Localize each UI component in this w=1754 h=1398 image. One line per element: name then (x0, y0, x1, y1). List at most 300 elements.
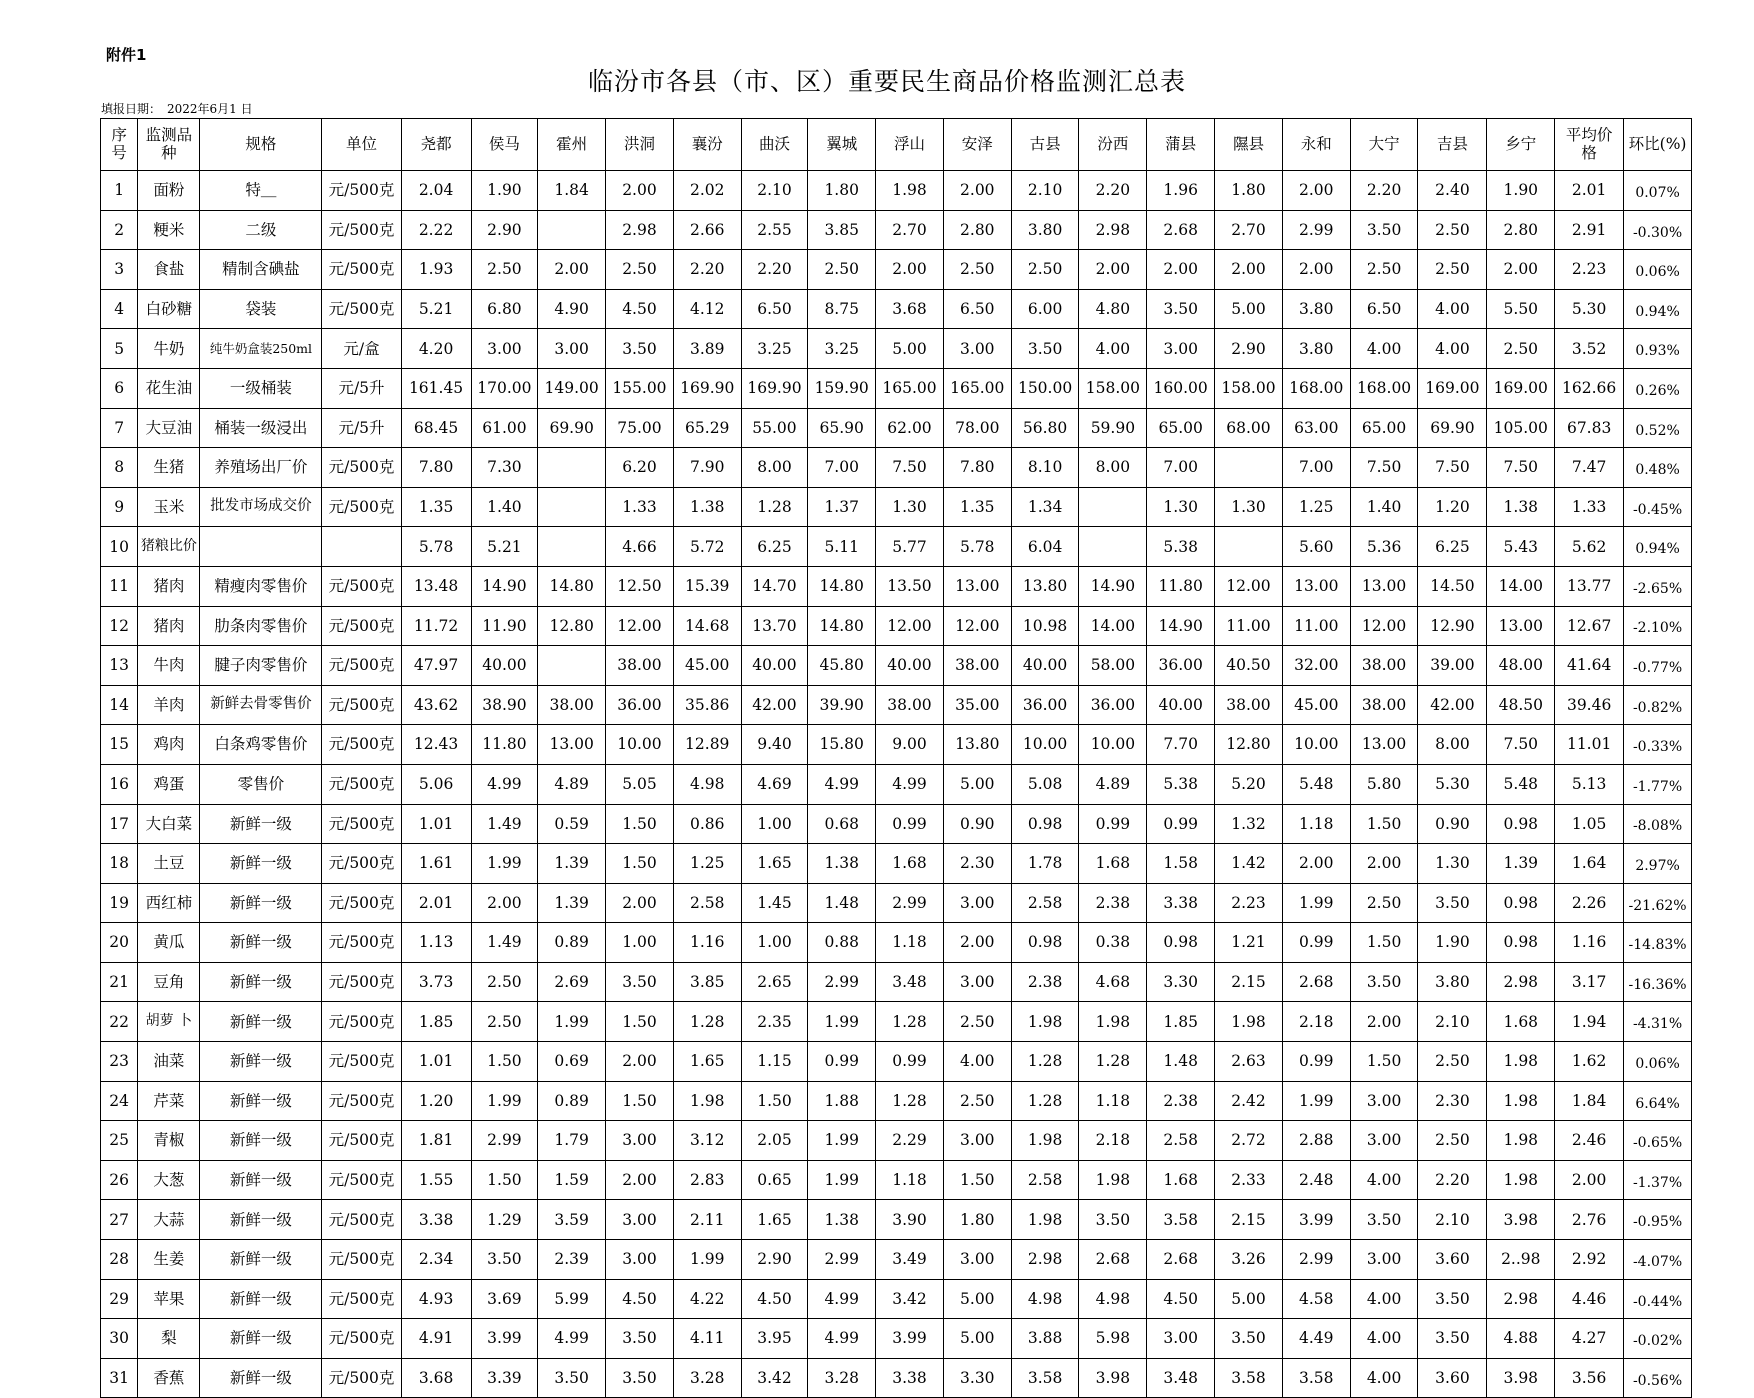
price-cell: 2.58 (1011, 883, 1079, 923)
price-cell: 3.50 (606, 962, 674, 1002)
price-cell: 2.18 (1282, 1002, 1350, 1042)
price-cell: 36.00 (606, 685, 674, 725)
row-index-cell: 18 (101, 844, 138, 884)
price-cell: 3.00 (1350, 1081, 1418, 1121)
change-cell: -0.44% (1624, 1279, 1692, 1319)
unit-cell: 元/5升 (322, 408, 401, 448)
commodity-cell: 猪粮比价 (138, 527, 200, 567)
price-cell: 1.40 (471, 487, 538, 527)
price-cell: 14.68 (673, 606, 741, 646)
column-header: 平均价格 (1555, 119, 1624, 171)
price-cell: 1.38 (808, 1200, 876, 1240)
price-cell: 1.88 (808, 1081, 876, 1121)
average-price-cell: 2.01 (1555, 171, 1624, 211)
price-cell: 7.90 (673, 448, 741, 488)
price-cell: 3.80 (1282, 289, 1350, 329)
price-cell: 2.98 (1011, 1240, 1079, 1280)
column-header: 翼城 (808, 119, 876, 171)
page-title: 临汾市各县（市、区）重要民生商品价格监测汇总表 (587, 67, 1186, 96)
unit-cell: 元/500克 (322, 923, 401, 963)
price-cell: 1.84 (538, 171, 606, 211)
price-cell: 14.00 (1487, 566, 1555, 606)
change-cell: 0.52% (1624, 408, 1692, 448)
price-cell: 1.29 (471, 1200, 538, 1240)
spec-cell: 纯牛奶盒装250ml (200, 329, 322, 369)
price-cell: 1.61 (401, 844, 471, 884)
commodity-cell: 玉米 (138, 487, 200, 527)
average-price-cell: 1.62 (1555, 1042, 1624, 1082)
price-cell: 5.38 (1147, 764, 1215, 804)
price-cell: 3.85 (808, 210, 876, 250)
commodity-cell: 油菜 (138, 1042, 200, 1082)
spec-cell (200, 527, 322, 567)
change-cell: -0.02% (1624, 1319, 1692, 1359)
price-cell: 2.30 (1418, 1081, 1487, 1121)
price-cell: 13.80 (1011, 566, 1079, 606)
price-cell: 7.00 (1282, 448, 1350, 488)
column-header: 安泽 (943, 119, 1011, 171)
price-cell: 0.89 (538, 1081, 606, 1121)
price-cell: 3.58 (1147, 1200, 1215, 1240)
price-cell: 38.90 (471, 685, 538, 725)
price-cell: 2.98 (606, 210, 674, 250)
row-index-cell: 9 (101, 487, 138, 527)
price-cell: 5.80 (1350, 764, 1418, 804)
commodity-cell: 猪肉 (138, 566, 200, 606)
column-header: 隰县 (1215, 119, 1283, 171)
price-cell: 42.00 (1418, 685, 1487, 725)
table-row (101, 487, 1692, 527)
price-cell: 4.50 (1147, 1279, 1215, 1319)
commodity-cell: 香蕉 (138, 1358, 200, 1398)
price-cell: 3.98 (1487, 1200, 1555, 1240)
price-cell: 1.37 (808, 487, 876, 527)
price-cell: 2.99 (1282, 210, 1350, 250)
price-cell: 5.05 (606, 764, 674, 804)
price-cell: 12.50 (606, 566, 674, 606)
row-index-cell: 30 (101, 1319, 138, 1359)
price-cell: 1.50 (1350, 804, 1418, 844)
price-cell: 2.50 (1418, 210, 1487, 250)
price-cell: 0.98 (1487, 804, 1555, 844)
price-cell: 1.50 (606, 844, 674, 884)
price-cell: 4.99 (808, 1319, 876, 1359)
price-cell: 14.50 (1418, 566, 1487, 606)
price-cell: 4.22 (673, 1279, 741, 1319)
price-cell: 1.48 (1147, 1042, 1215, 1082)
price-cell: 3.59 (538, 1200, 606, 1240)
price-cell: 3.00 (943, 1240, 1011, 1280)
price-cell: 1.98 (1215, 1002, 1283, 1042)
price-cell: 1.20 (401, 1081, 471, 1121)
price-cell: 2.99 (1282, 1240, 1350, 1280)
price-cell: 2.50 (943, 250, 1011, 290)
price-cell: 45.00 (673, 646, 741, 686)
commodity-cell: 猪肉 (138, 606, 200, 646)
price-cell: 2.50 (471, 1002, 538, 1042)
average-price-cell: 12.67 (1555, 606, 1624, 646)
price-cell: 3.50 (1350, 1200, 1418, 1240)
price-cell: 1.39 (538, 844, 606, 884)
commodity-cell: 梨 (138, 1319, 200, 1359)
commodity-cell: 食盐 (138, 250, 200, 290)
spec-cell: 新鲜去骨零售价 (200, 685, 322, 725)
price-cell: 1.98 (1011, 1002, 1079, 1042)
average-price-cell: 5.30 (1555, 289, 1624, 329)
commodity-cell: 大蒜 (138, 1200, 200, 1240)
price-cell: 1.30 (1215, 487, 1283, 527)
price-cell: 1.98 (1487, 1081, 1555, 1121)
price-cell: 3.12 (673, 1121, 741, 1161)
average-price-cell: 162.66 (1555, 368, 1624, 408)
price-cell: 4.00 (1350, 1279, 1418, 1319)
commodity-cell: 粳米 (138, 210, 200, 250)
price-cell: 2.20 (1079, 171, 1147, 211)
average-price-cell: 2.76 (1555, 1200, 1624, 1240)
price-cell: 15.80 (808, 725, 876, 765)
column-header: 襄汾 (673, 119, 741, 171)
price-cell: 2.38 (1079, 883, 1147, 923)
price-cell: 2.98 (1079, 210, 1147, 250)
change-cell: 0.48% (1624, 448, 1692, 488)
unit-cell: 元/500克 (322, 1002, 401, 1042)
price-cell: 3.50 (1350, 210, 1418, 250)
price-cell: 1.58 (1147, 844, 1215, 884)
price-cell: 10.00 (1079, 725, 1147, 765)
price-cell: 1.38 (673, 487, 741, 527)
table-row (101, 1121, 1692, 1161)
price-cell: 0.88 (808, 923, 876, 963)
commodity-cell: 鸡蛋 (138, 764, 200, 804)
row-index-cell: 5 (101, 329, 138, 369)
price-cell: 2.68 (1079, 1240, 1147, 1280)
price-cell: 2.04 (401, 171, 471, 211)
price-cell: 3.50 (1418, 1279, 1487, 1319)
average-price-cell: 2.26 (1555, 883, 1624, 923)
price-cell: 2.39 (538, 1240, 606, 1280)
table-row (101, 1160, 1692, 1200)
price-cell: 1.85 (401, 1002, 471, 1042)
price-cell: 4.49 (1282, 1319, 1350, 1359)
price-cell: 1.30 (1147, 487, 1215, 527)
price-cell: 2.34 (401, 1240, 471, 1280)
price-cell: 5.20 (1215, 764, 1283, 804)
price-cell: 1.50 (606, 804, 674, 844)
price-cell: 3.00 (606, 1121, 674, 1161)
price-cell: 36.00 (1011, 685, 1079, 725)
price-cell: 3.49 (876, 1240, 944, 1280)
price-cell: 75.00 (606, 408, 674, 448)
price-cell: 1.00 (606, 923, 674, 963)
price-cell: 13.00 (1487, 606, 1555, 646)
price-cell: 1.50 (471, 1042, 538, 1082)
price-cell: 4.00 (1350, 1160, 1418, 1200)
average-price-cell: 39.46 (1555, 685, 1624, 725)
price-cell: 2.30 (943, 844, 1011, 884)
change-cell: -0.77% (1624, 646, 1692, 686)
price-cell: 0.98 (1487, 923, 1555, 963)
price-cell: 0.99 (1147, 804, 1215, 844)
average-price-cell: 7.47 (1555, 448, 1624, 488)
price-cell: 1.30 (1418, 844, 1487, 884)
table-row (101, 1358, 1692, 1398)
price-cell: 2.50 (1418, 250, 1487, 290)
change-cell: -4.07% (1624, 1240, 1692, 1280)
column-header: 侯马 (471, 119, 538, 171)
row-index-cell: 16 (101, 764, 138, 804)
spec-cell: 精瘦肉零售价 (200, 566, 322, 606)
price-cell: 0.98 (1147, 923, 1215, 963)
price-cell: 13.00 (943, 566, 1011, 606)
price-cell: 1.15 (741, 1042, 808, 1082)
price-cell: 7.80 (943, 448, 1011, 488)
average-price-cell: 4.46 (1555, 1279, 1624, 1319)
price-cell: 1.93 (401, 250, 471, 290)
price-cell (538, 487, 606, 527)
price-cell: 4.98 (1079, 1279, 1147, 1319)
commodity-cell: 苹果 (138, 1279, 200, 1319)
price-cell: 12.89 (673, 725, 741, 765)
price-cell: 6.50 (1350, 289, 1418, 329)
price-cell: 13.00 (1282, 566, 1350, 606)
unit-cell: 元/500克 (322, 1200, 401, 1240)
price-cell (1079, 487, 1147, 527)
price-cell: 1.25 (1282, 487, 1350, 527)
price-cell (1215, 448, 1283, 488)
price-cell: 149.00 (538, 368, 606, 408)
price-cell: 2.22 (401, 210, 471, 250)
price-cell: 2.40 (1418, 171, 1487, 211)
price-cell: 15.39 (673, 566, 741, 606)
row-index-cell: 6 (101, 368, 138, 408)
price-cell: 3.60 (1418, 1240, 1487, 1280)
price-cell: 3.50 (1350, 962, 1418, 1002)
unit-cell: 元/500克 (322, 606, 401, 646)
price-cell: 13.50 (876, 566, 944, 606)
price-cell: 40.50 (1215, 646, 1283, 686)
row-index-cell: 14 (101, 685, 138, 725)
price-cell: 3.48 (1147, 1358, 1215, 1398)
price-cell: 2.90 (741, 1240, 808, 1280)
price-cell: 1.85 (1147, 1002, 1215, 1042)
price-cell: 3.25 (741, 329, 808, 369)
spec-cell: 新鲜一级 (200, 1279, 322, 1319)
price-cell: 12.00 (606, 606, 674, 646)
column-header: 环比(%) (1624, 119, 1692, 171)
price-cell: 6.25 (741, 527, 808, 567)
price-cell: 9.40 (741, 725, 808, 765)
spec-cell: 新鲜一级 (200, 923, 322, 963)
price-cell: 1.39 (538, 883, 606, 923)
column-header: 永和 (1282, 119, 1350, 171)
price-cell: 2.15 (1215, 962, 1283, 1002)
table-row (101, 646, 1692, 686)
price-cell: 2.99 (471, 1121, 538, 1161)
price-cell: 2.68 (1147, 1240, 1215, 1280)
price-cell: 0.38 (1079, 923, 1147, 963)
price-cell: 3.00 (1147, 329, 1215, 369)
price-cell: 5.00 (943, 764, 1011, 804)
price-cell: 3.85 (673, 962, 741, 1002)
column-header: 序号 (101, 119, 138, 171)
average-price-cell: 41.64 (1555, 646, 1624, 686)
table-body (101, 171, 1692, 1398)
price-cell: 7.80 (401, 448, 471, 488)
price-cell: 1.16 (673, 923, 741, 963)
price-cell: 2.50 (471, 250, 538, 290)
price-cell: 38.00 (606, 646, 674, 686)
price-cell: 2.50 (1418, 1042, 1487, 1082)
unit-cell: 元/500克 (322, 1240, 401, 1280)
price-cell: 1.80 (808, 171, 876, 211)
price-cell: 2.80 (943, 210, 1011, 250)
price-cell: 38.00 (1350, 685, 1418, 725)
price-cell: 5.77 (876, 527, 944, 567)
price-cell: 2.00 (1282, 844, 1350, 884)
price-cell: 32.00 (1282, 646, 1350, 686)
price-cell: 2.58 (1147, 1121, 1215, 1161)
price-cell: 3.00 (1350, 1240, 1418, 1280)
price-cell: 12.90 (1418, 606, 1487, 646)
change-cell: -8.08% (1624, 804, 1692, 844)
price-cell: 5.43 (1487, 527, 1555, 567)
price-cell: 45.00 (1282, 685, 1350, 725)
price-cell: 48.00 (1487, 646, 1555, 686)
price-cell: 7.50 (1418, 448, 1487, 488)
price-cell: 6.00 (1011, 289, 1079, 329)
price-cell: 14.80 (808, 566, 876, 606)
price-cell: 1.68 (1079, 844, 1147, 884)
unit-cell: 元/500克 (322, 1160, 401, 1200)
table-row (101, 566, 1692, 606)
price-cell: 40.00 (741, 646, 808, 686)
table-row (101, 1279, 1692, 1319)
price-cell: 2.50 (1487, 329, 1555, 369)
price-cell: 2.50 (1418, 1121, 1487, 1161)
price-cell: 1.65 (741, 844, 808, 884)
table-row (101, 527, 1692, 567)
spec-cell: 新鲜一级 (200, 1240, 322, 1280)
price-cell: 13.80 (943, 725, 1011, 765)
column-header: 监测品种 (138, 119, 200, 171)
price-cell: 4.68 (1079, 962, 1147, 1002)
price-cell: 0.98 (1011, 923, 1079, 963)
price-cell: 0.99 (876, 804, 944, 844)
row-index-cell: 3 (101, 250, 138, 290)
price-cell: 3.50 (1147, 289, 1215, 329)
price-cell: 3.99 (471, 1319, 538, 1359)
price-cell (538, 210, 606, 250)
price-cell: 3.38 (401, 1200, 471, 1240)
price-cell: 1.98 (673, 1081, 741, 1121)
price-cell: 39.00 (1418, 646, 1487, 686)
price-cell: 1.34 (1011, 487, 1079, 527)
price-cell: 2.35 (741, 1002, 808, 1042)
commodity-cell: 西红柿 (138, 883, 200, 923)
price-cell: 2.01 (401, 883, 471, 923)
unit-cell: 元/500克 (322, 210, 401, 250)
price-cell: 158.00 (1079, 368, 1147, 408)
price-cell: 12.80 (538, 606, 606, 646)
price-cell: 10.00 (1011, 725, 1079, 765)
price-cell: 3.00 (1350, 1121, 1418, 1161)
price-cell: 4.89 (538, 764, 606, 804)
change-cell: 0.06% (1624, 1042, 1692, 1082)
price-cell: 4.00 (1350, 329, 1418, 369)
price-cell: 3.50 (606, 329, 674, 369)
price-cell: 2.00 (606, 171, 674, 211)
price-cell: 3.00 (606, 1200, 674, 1240)
column-header: 霍州 (538, 119, 606, 171)
price-cell: 1.65 (673, 1042, 741, 1082)
price-cell: 11.80 (1147, 566, 1215, 606)
change-cell: 6.64% (1624, 1081, 1692, 1121)
price-cell: 2.50 (1350, 883, 1418, 923)
price-cell: 2.00 (606, 1160, 674, 1200)
price-cell: 4.50 (741, 1279, 808, 1319)
spec-cell: 新鲜一级 (200, 962, 322, 1002)
price-cell: 3.80 (1418, 962, 1487, 1002)
price-cell: 2.80 (1487, 210, 1555, 250)
row-index-cell: 21 (101, 962, 138, 1002)
change-cell: -1.77% (1624, 764, 1692, 804)
price-cell: 2.83 (673, 1160, 741, 1200)
price-cell: 2.68 (1282, 962, 1350, 1002)
price-cell: 2.48 (1282, 1160, 1350, 1200)
price-cell: 7.50 (876, 448, 944, 488)
price-cell: 3.30 (1147, 962, 1215, 1002)
average-price-cell: 2.00 (1555, 1160, 1624, 1200)
price-cell: 2.99 (876, 883, 944, 923)
price-cell: 4.00 (1350, 1319, 1418, 1359)
price-cell: 4.98 (1011, 1279, 1079, 1319)
price-cell: 4.11 (673, 1319, 741, 1359)
price-cell: 4.66 (606, 527, 674, 567)
unit-cell: 元/500克 (322, 448, 401, 488)
price-cell: 3.58 (1282, 1358, 1350, 1398)
average-price-cell: 2.91 (1555, 210, 1624, 250)
table-row (101, 804, 1692, 844)
price-cell: 7.00 (1147, 448, 1215, 488)
price-cell: 3.50 (471, 1240, 538, 1280)
price-cell: 1.90 (1487, 171, 1555, 211)
commodity-cell: 羊肉 (138, 685, 200, 725)
price-cell: 3.50 (1011, 329, 1079, 369)
commodity-cell: 大豆油 (138, 408, 200, 448)
price-cell: 0.90 (943, 804, 1011, 844)
price-cell: 3.30 (943, 1358, 1011, 1398)
price-cell: 2.00 (1147, 250, 1215, 290)
change-cell: -0.82% (1624, 685, 1692, 725)
price-cell: 2.20 (673, 250, 741, 290)
price-cell: 2.00 (1282, 250, 1350, 290)
average-price-cell: 5.62 (1555, 527, 1624, 567)
commodity-cell: 鸡肉 (138, 725, 200, 765)
price-cell: 40.00 (1147, 685, 1215, 725)
price-cell: 63.00 (1282, 408, 1350, 448)
price-cell: 3.42 (741, 1358, 808, 1398)
price-cell: 1.49 (471, 923, 538, 963)
price-cell: 1.38 (808, 844, 876, 884)
price-cell: 0.69 (538, 1042, 606, 1082)
table-row (101, 448, 1692, 488)
price-cell: 1.32 (1215, 804, 1283, 844)
price-cell: 78.00 (943, 408, 1011, 448)
price-cell: 7.00 (808, 448, 876, 488)
change-cell: -16.36% (1624, 962, 1692, 1002)
header-row (101, 119, 1692, 171)
column-header: 单位 (322, 119, 401, 171)
